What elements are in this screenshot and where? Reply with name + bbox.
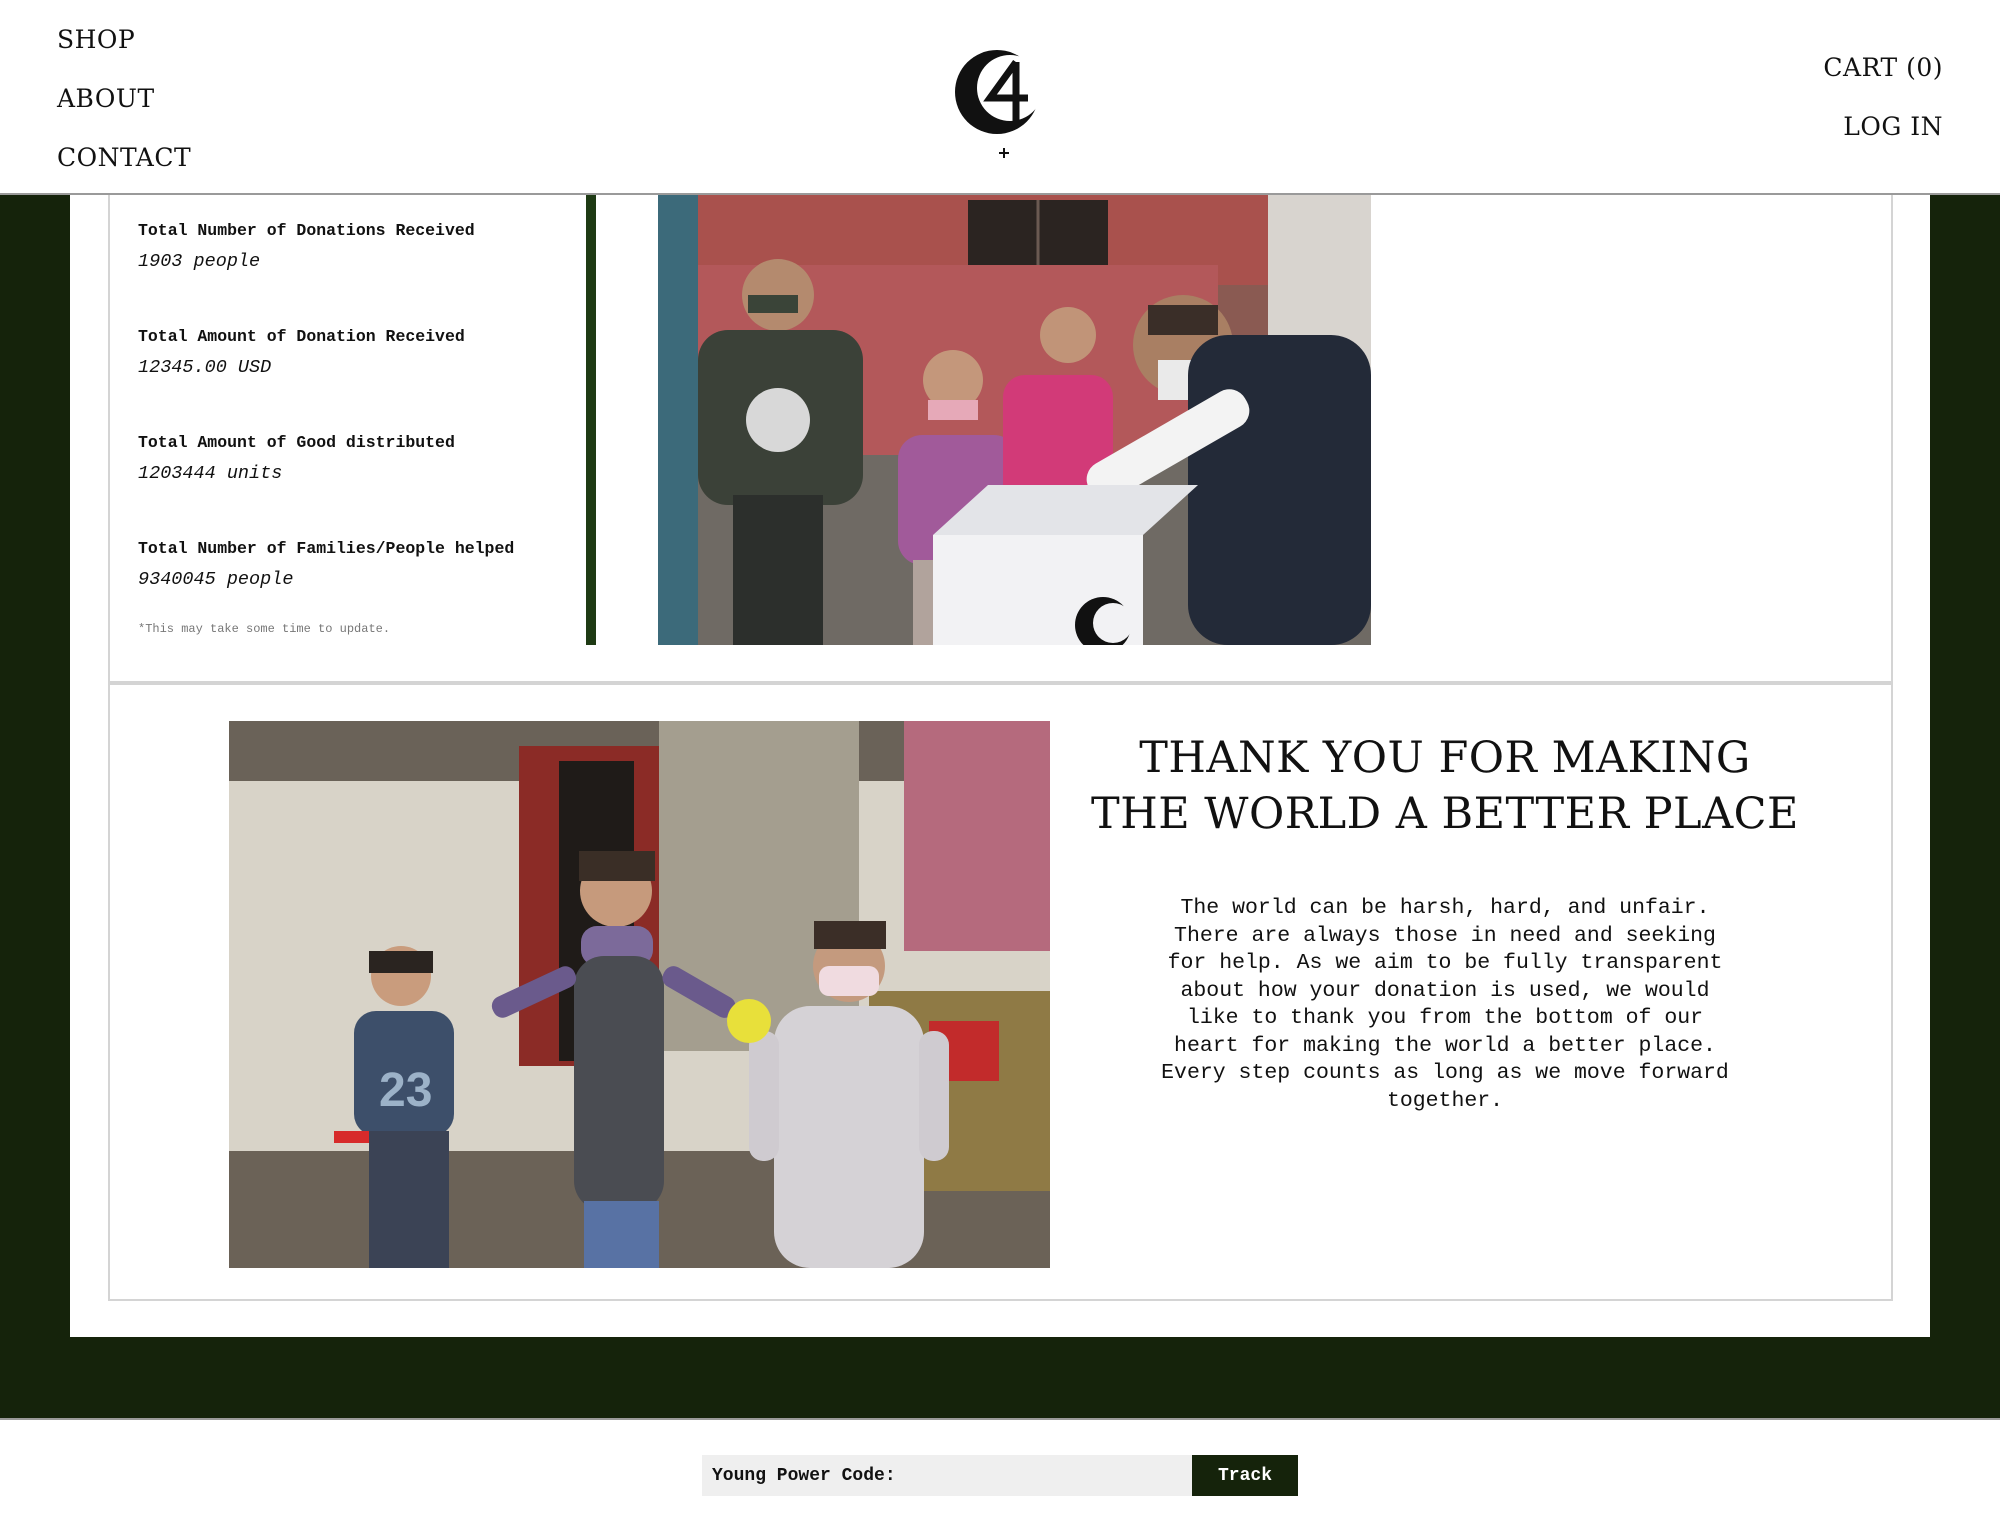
- stat-value: 1203444 units: [138, 463, 283, 484]
- aid-distribution-photo: [658, 195, 1371, 645]
- logo-icon: [950, 42, 1050, 167]
- stat-value: 12345.00 USD: [138, 357, 272, 378]
- young-power-code-input[interactable]: [896, 1455, 1192, 1496]
- young-power-code-field: [702, 1455, 1192, 1496]
- stat-label: Total Amount of Good distributed: [138, 433, 455, 452]
- stat-label: Total Amount of Donation Received: [138, 327, 465, 346]
- stat-value: 1903 people: [138, 251, 261, 272]
- young-power-code-label: Young Power Code:: [712, 1465, 896, 1486]
- stat-label: Total Number of Families/People helped: [138, 539, 515, 558]
- stat-item: [138, 218, 578, 324]
- nav-shop-link[interactable]: SHOP: [57, 25, 136, 54]
- primary-nav: [57, 22, 191, 199]
- stats-update-note: *This may take some time to update.: [138, 622, 391, 636]
- site-logo[interactable]: [950, 42, 1050, 167]
- thank-you-title: THANK YOU FOR MAKING THE WORLD A BETTER PLACE: [1091, 733, 1799, 839]
- login-link[interactable]: LOG IN: [1843, 112, 1943, 141]
- thank-you-body: The world can be harsh, hard, and unfair. There are always those in need and seeking for help. As we aim to be fully transparent about how your donation is used, we would like to thank you from the bottom of our heart for making the world a better place. Every step counts as long as we move forward together.: [1161, 896, 1729, 1113]
- nav-contact-link[interactable]: CONTACT: [57, 143, 192, 172]
- donation-stats: [138, 218, 578, 642]
- stat-item: [138, 430, 578, 536]
- svg-text:23: 23: [379, 1064, 433, 1117]
- track-button[interactable]: Track: [1192, 1455, 1298, 1496]
- stat-item: [138, 324, 578, 430]
- nav-about-link[interactable]: ABOUT: [57, 84, 155, 113]
- account-nav: [1823, 50, 1943, 168]
- children-photo: [229, 721, 1050, 1268]
- cart-link[interactable]: CART (0): [1823, 53, 1943, 82]
- stats-divider: [586, 195, 596, 645]
- stat-value: 9340045 people: [138, 569, 294, 590]
- site-header: [0, 0, 2000, 195]
- stat-label: Total Number of Donations Received: [138, 221, 475, 240]
